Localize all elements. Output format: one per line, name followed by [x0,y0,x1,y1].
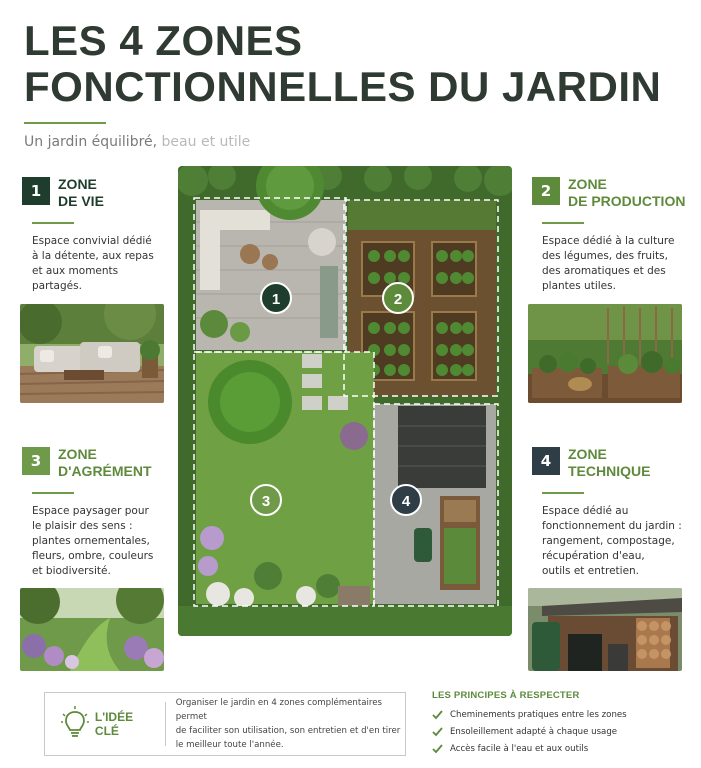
key-idea-label: L'IDÉE CLÉ [94,710,134,738]
zone-1-desc-line: à la détente, aux repas [32,250,154,262]
plan-marker-4: 4 [401,493,411,510]
zone-1-title [58,176,104,210]
zone-2-desc-line: des aromatiques et des [542,265,666,277]
key-idea-divider [165,702,166,746]
zone-3-title-line2: D'AGRÉMENT [58,463,152,479]
zone-3-title-line1: ZONE [58,446,97,462]
zone-1-desc-line: partagés. [32,280,82,292]
page-title [24,18,661,110]
zone-1-heading [22,176,104,210]
garden-plan [178,166,512,636]
zone-4-photo [528,588,682,671]
principle-text: Accès facile à l'eau et aux outils [450,743,589,754]
key-idea-text-line: de faciliter son utilisation, son entretien et d'en tirer [175,726,401,736]
subtitle-text: Un jardin équilibré, [24,134,158,150]
title-underline [24,122,106,124]
zone-1-desc-line: Espace convivial dédié [32,235,152,247]
zone-2-photo [528,304,682,403]
zone-2-title-line1: ZONE [568,176,607,192]
principle-item [432,726,627,737]
zone-3-description [32,504,153,579]
plan-marker-1: 1 [271,291,281,308]
zone-1-desc-line: et aux moments [32,265,119,277]
lightbulb-icon [61,706,89,742]
zone-2-title-line2: DE PRODUCTION [568,193,686,209]
zone-4-desc-line: outils et entretien. [542,565,640,577]
zone-2-description [542,234,674,294]
zone-2-badge: 2 [532,177,560,205]
subtitle [24,134,250,150]
zone-3-desc-line: et biodiversité. [32,565,111,577]
check-icon [432,743,443,754]
zone-1-badge: 1 [22,177,50,205]
principle-item [432,743,627,754]
zone-3-desc-line: le plaisir des sens : [32,520,133,532]
zone-3-desc-line: fleurs, ombre, couleurs [32,550,154,562]
check-icon [432,726,443,737]
zone-3-heading [22,446,152,480]
zone-3-photo [20,588,164,671]
zone-4-title-line1: ZONE [568,446,607,462]
zone-4-desc-line: fonctionnement du jardin : [542,520,682,532]
zone-2-desc-line: Espace dédié à la culture [542,235,675,247]
zone-4-desc-line: récupération d'eau, [542,550,645,562]
plan-marker-2: 2 [393,291,403,308]
zone-4-badge: 4 [532,447,560,475]
zone-4-heading [532,446,650,480]
zone-2-rule [542,222,584,224]
plan-marker-3: 3 [261,493,271,510]
zone-3-rule [32,492,74,494]
zone-2-desc-line: plantes utiles. [542,280,616,292]
zone-4-desc-line: Espace dédié au [542,505,629,517]
zone-4-desc-line: rangement, compostage, [542,535,675,547]
key-idea-text [176,696,405,752]
check-icon [432,709,443,720]
subtitle-fade-text: beau et utile [161,134,251,150]
zone-4-description [542,504,682,579]
zone-3-desc-line: Espace paysager pour [32,505,149,517]
zone-4-title-line2: TECHNIQUE [568,463,651,479]
key-idea-text-line: Organiser le jardin en 4 zones complémentaires permet [175,698,382,722]
zone-4-rule [542,492,584,494]
zone-1-title-line1: ZONE [58,176,97,192]
zone-1-photo [20,304,164,403]
zone-2-desc-line: des légumes, des fruits, [542,250,668,262]
zone-3-desc-line: plantes ornementales, [32,535,150,547]
zone-1-description [32,234,154,294]
principle-item [432,709,627,720]
zone-3-title [58,446,152,480]
principles-title: LES PRINCIPES À RESPECTER [432,690,580,701]
zone-2-title [568,176,685,210]
principle-text: Cheminements pratiques entre les zones [450,709,627,720]
principle-text: Ensoleillement adapté à chaque usage [450,726,618,737]
zone-4-title [568,446,650,480]
title-line-2: FONCTIONNELLES DU JARDIN [24,63,662,110]
zone-2-heading [532,176,685,210]
title-line-1: LES 4 ZONES [24,17,303,64]
zone-1-rule [32,222,74,224]
key-idea-box [44,692,406,756]
zone-1-title-line2: DE VIE [58,193,104,209]
principles-section [432,690,627,760]
key-idea-text-line: le meilleur toute l'année. [175,740,284,750]
zone-3-badge: 3 [22,447,50,475]
